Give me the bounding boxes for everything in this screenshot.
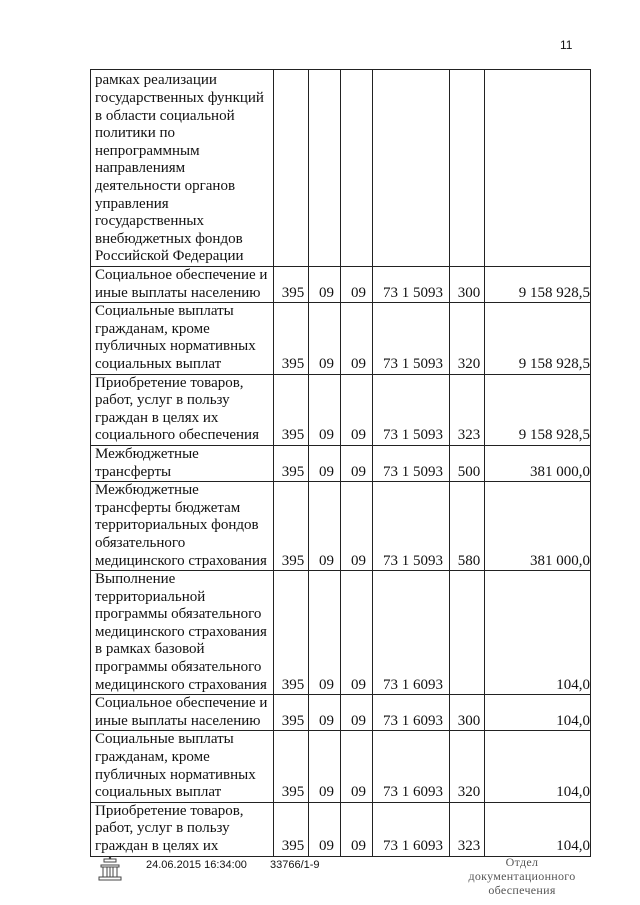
row-subsection-code: 09 xyxy=(341,571,373,695)
row-expense-type: 300 xyxy=(450,695,485,731)
row-section-code: 09 xyxy=(309,571,341,695)
row-section-code: 09 xyxy=(309,731,341,802)
row-section-code: 09 xyxy=(309,374,341,445)
row-subsection-code: 09 xyxy=(341,303,373,374)
row-amount: 381 000,0 xyxy=(485,482,591,571)
stamp-line-2: обеспечения xyxy=(488,883,556,897)
row-expense-type xyxy=(450,571,485,695)
row-grbs-code: 395 xyxy=(274,731,309,802)
row-grbs-code: 395 xyxy=(274,267,309,303)
row-name: Социальные выплаты гражданам, кроме публичных нормативных социальных выплат xyxy=(91,303,274,374)
row-target-article: 73 1 6093 xyxy=(373,695,450,731)
table-row xyxy=(91,374,591,445)
table-row xyxy=(91,571,591,695)
row-subsection-code: 09 xyxy=(341,802,373,856)
duma-emblem-icon xyxy=(95,855,125,885)
row-target-article: 73 1 5093 xyxy=(373,303,450,374)
row-subsection-code xyxy=(341,70,373,267)
row-target-article xyxy=(373,70,450,267)
row-name: Приобретение товаров, работ, услуг в пользу граждан в целях их социального обеспечения xyxy=(91,374,274,445)
row-amount: 104,0 xyxy=(485,731,591,802)
row-expense-type: 580 xyxy=(450,482,485,571)
table-row xyxy=(91,731,591,802)
row-name: Социальное обеспечение и иные выплаты населению xyxy=(91,695,274,731)
row-target-article: 73 1 5093 xyxy=(373,267,450,303)
stamp-line-1: Отдел документационного xyxy=(468,855,576,883)
table-row xyxy=(91,445,591,481)
row-expense-type: 320 xyxy=(450,731,485,802)
row-amount: 9 158 928,5 xyxy=(485,374,591,445)
row-name: Социальное обеспечение и иные выплаты населению xyxy=(91,267,274,303)
row-section-code: 09 xyxy=(309,445,341,481)
row-target-article: 73 1 6093 xyxy=(373,571,450,695)
row-section-code: 09 xyxy=(309,802,341,856)
row-section-code: 09 xyxy=(309,303,341,374)
row-expense-type: 323 xyxy=(450,802,485,856)
row-amount: 381 000,0 xyxy=(485,445,591,481)
row-amount xyxy=(485,70,591,267)
row-section-code xyxy=(309,70,341,267)
row-grbs-code: 395 xyxy=(274,482,309,571)
row-grbs-code: 395 xyxy=(274,802,309,856)
row-subsection-code: 09 xyxy=(341,731,373,802)
row-section-code: 09 xyxy=(309,267,341,303)
row-subsection-code: 09 xyxy=(341,445,373,481)
row-target-article: 73 1 6093 xyxy=(373,731,450,802)
row-subsection-code: 09 xyxy=(341,695,373,731)
row-subsection-code: 09 xyxy=(341,482,373,571)
row-subsection-code: 09 xyxy=(341,267,373,303)
row-name: рамках реализации государственных функций в области социальной политики по непрограммным направлениям деятельности органов управления государственных внебюджетных фондов Российской Федерации xyxy=(91,70,274,267)
row-name: Социальные выплаты гражданам, кроме публичных нормативных социальных выплат xyxy=(91,731,274,802)
row-target-article: 73 1 5093 xyxy=(373,482,450,571)
row-grbs-code: 395 xyxy=(274,695,309,731)
footer-doc-number: 33766/1-9 xyxy=(270,859,320,871)
footer-stamp xyxy=(452,855,592,897)
row-target-article: 73 1 6093 xyxy=(373,802,450,856)
row-expense-type: 500 xyxy=(450,445,485,481)
row-section-code: 09 xyxy=(309,482,341,571)
row-name: Межбюджетные трансферты бюджетам территориальных фондов обязательного медицинского страхования xyxy=(91,482,274,571)
row-name: Межбюджетные трансферты xyxy=(91,445,274,481)
row-expense-type: 323 xyxy=(450,374,485,445)
row-amount: 104,0 xyxy=(485,802,591,856)
row-expense-type: 300 xyxy=(450,267,485,303)
row-amount: 9 158 928,5 xyxy=(485,267,591,303)
table-row xyxy=(91,267,591,303)
row-amount: 9 158 928,5 xyxy=(485,303,591,374)
row-grbs-code: 395 xyxy=(274,445,309,481)
row-grbs-code: 395 xyxy=(274,374,309,445)
row-target-article: 73 1 5093 xyxy=(373,374,450,445)
row-name: Приобретение товаров, работ, услуг в пользу граждан в целях их xyxy=(91,802,274,856)
row-name: Выполнение территориальной программы обязательного медицинского страхования в рамках базовой программы обязательного медицинского страхования xyxy=(91,571,274,695)
table-row xyxy=(91,802,591,856)
footer-datetime: 24.06.2015 16:34:00 xyxy=(146,859,247,871)
table-row xyxy=(91,482,591,571)
row-subsection-code: 09 xyxy=(341,374,373,445)
table-row xyxy=(91,303,591,374)
row-target-article: 73 1 5093 xyxy=(373,445,450,481)
row-grbs-code: 395 xyxy=(274,571,309,695)
row-grbs-code: 395 xyxy=(274,303,309,374)
budget-table xyxy=(90,69,591,857)
row-expense-type: 320 xyxy=(450,303,485,374)
table-row xyxy=(91,695,591,731)
table-row xyxy=(91,70,591,267)
row-section-code: 09 xyxy=(309,695,341,731)
row-expense-type xyxy=(450,70,485,267)
row-grbs-code xyxy=(274,70,309,267)
row-amount: 104,0 xyxy=(485,695,591,731)
page-number: 11 xyxy=(560,38,573,52)
row-amount: 104,0 xyxy=(485,571,591,695)
